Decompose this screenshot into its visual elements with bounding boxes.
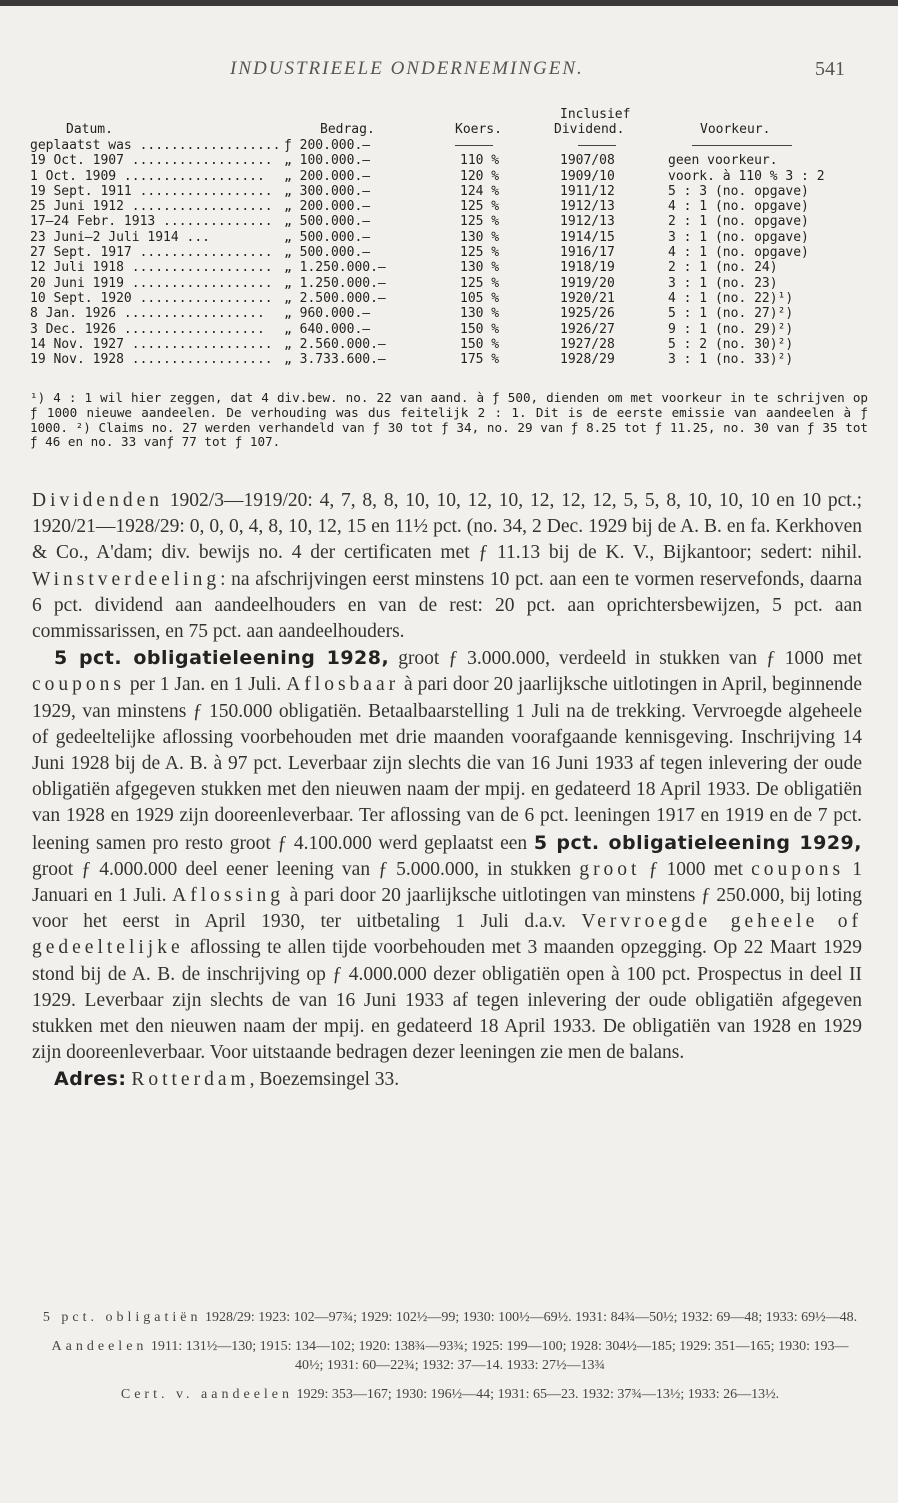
- row-voorkeur: 9 : 1 (no. 29)²): [668, 321, 794, 337]
- row-koers: 120 %: [460, 168, 500, 184]
- text-run: groot ƒ 3.000.000, verdeeld in stukken van ƒ 1000 met: [389, 648, 862, 670]
- table-row: [30, 306, 870, 321]
- spaced-run: Vervroegde geheele of gedeeltelijke: [32, 911, 862, 959]
- row-koers: 125 %: [460, 214, 500, 230]
- table-row: [30, 184, 870, 199]
- text-run: groot ƒ 4.000.000 deel eener leening van ƒ 5.000.000, in stukken: [32, 858, 580, 880]
- header-voorkeur: Voorkeur.: [700, 122, 771, 137]
- row-dividend: 1911/12: [560, 183, 615, 199]
- table-row: [30, 352, 870, 367]
- address-label: Adres:: [54, 1068, 127, 1091]
- row-voorkeur: 2 : 1 (no. 24): [668, 260, 778, 276]
- text-run: 1 Januari en 1 Juli.: [32, 858, 862, 907]
- quote-certificaten: [40, 1385, 860, 1404]
- row-voorkeur: 3 : 1 (no. opgave): [668, 229, 809, 245]
- page-top-edge: [0, 0, 898, 6]
- row-amount: „ 100.000.—: [284, 153, 371, 169]
- row-date: 8 Jan. 1926 ..................: [30, 306, 265, 322]
- row-dividend: 1928/29: [560, 352, 615, 368]
- obligation-1928-heading: 5 pct. obligatieleening 1928,: [54, 647, 390, 670]
- table-header: [30, 92, 870, 138]
- page-header: [0, 58, 898, 88]
- row-koers: 130 %: [460, 306, 500, 322]
- winstverdeeling-text: : na afschrijvingen eerst minstens 10 pct. aan een te vormen reservefonds, daarna 6 pct. dividend aan aandeelhouders en van de rest: 20 pct. aan oprichtersbewijzen, 5 pct. aan commissarissen, en 75 pct. aan aandeelhouders.: [32, 568, 862, 643]
- row-date: 25 Juni 1912 ..................: [30, 199, 273, 215]
- quote-label: Cert. v. aandeelen: [120, 1387, 294, 1402]
- quote-text: 1928/29: 1923: 102—97¾; 1929: 102½—99; 1930: 100½—69½. 1931: 84¾—50½; 1932: 69—48; 1933: 69½—48.: [201, 1310, 858, 1325]
- running-title: INDUSTRIEELE ONDERNEMINGEN.: [230, 58, 584, 79]
- table-row: [30, 199, 870, 214]
- row-date: 23 Juni—2 Juli 1914 ...: [30, 229, 211, 245]
- table-row: [30, 138, 870, 153]
- page-number: 541: [815, 58, 845, 80]
- text-run: à pari door 20 jaarlijksche uitlotingen van minstens ƒ 250.000, bij loting voor het eerst in April 1930, ter uitbetaling 1 Juli d.a.v.: [32, 885, 862, 933]
- header-inclusief: Inclusief: [560, 107, 631, 122]
- quote-text: 1929: 353—167; 1930: 196½—44; 1931: 65—23. 1932: 37¾—13½; 1933: 26—13½.: [293, 1387, 780, 1402]
- row-date: 27 Sept. 1917 .................: [30, 245, 273, 261]
- row-koers: 125 %: [460, 199, 500, 215]
- quote-obligaties: [40, 1308, 860, 1327]
- address-street: , Boezemsingel 33.: [249, 1069, 400, 1091]
- row-date: geplaatst was ..................: [30, 138, 281, 153]
- row-date: 19 Oct. 1907 ..................: [30, 153, 273, 169]
- header-koers: Koers.: [455, 122, 502, 137]
- row-koers: 150 %: [460, 321, 500, 337]
- row-voorkeur: 3 : 1 (no. 23): [668, 275, 778, 291]
- row-voorkeur: voork. à 110 % 3 : 2: [668, 168, 825, 184]
- row-koers: 150 %: [460, 336, 500, 352]
- table-row: [30, 322, 870, 337]
- row-voorkeur: 4 : 1 (no. 22)¹): [668, 290, 794, 306]
- row-dividend: 1914/15: [560, 229, 615, 245]
- header-bedrag: Bedrag.: [320, 122, 375, 137]
- address-city: Rotterdam: [131, 1069, 250, 1091]
- address-line: [32, 1066, 862, 1093]
- main-text: [32, 488, 862, 1094]
- row-koers: 175 %: [460, 352, 500, 368]
- row-dividend: 1927/28: [560, 336, 615, 352]
- row-amount: „ 960.000.—: [284, 306, 371, 322]
- row-dividend: 1909/10: [560, 168, 615, 184]
- row-dividend: 1926/27: [560, 321, 615, 337]
- row-amount: „ 300.000.—: [284, 183, 371, 199]
- row-amount: „ 2.500.000.—: [284, 290, 386, 306]
- row-koers: 110 %: [460, 153, 500, 169]
- row-koers: 105 %: [460, 290, 500, 306]
- spaced-run: Aflosbaar: [286, 674, 400, 696]
- row-dividend: 1919/20: [560, 275, 615, 291]
- dividenden-text: 1902/3—1919/20: 4, 7, 8, 8, 10, 10, 12, 10, 12, 12, 12, 5, 5, 8, 10, 10, 10 en 10 pct.; 1920/21—1928/29: 0, 0, 0, 4, 8, 10, 12, 15 en 11½ pct. (no. 34, 2 Dec. 1929 bij de A. B. en fa. Kerkhoven & Co., A'dam; div. bewijs no. 4 der certificaten met ƒ 11.13 bij de K. V., Bijkantoor; sedert: nihil.: [32, 490, 862, 564]
- row-dividend: 1912/13: [560, 199, 615, 215]
- row-voorkeur: 5 : 3 (no. opgave): [668, 183, 809, 199]
- row-koers: 130 %: [460, 229, 500, 245]
- row-dividend: 1920/21: [560, 290, 615, 306]
- text-run: à pari door 20 jaarlijksche uitlotingen in April, beginnende 1929, van minstens ƒ 150.000 obligatiën. Betaalbaarstelling 1 Juli na de trekking. Vervroegde algeheele of gedeeltelijke aflossing voorbehouden met drie maanden voorafgaande kennisgeving. Inschrijving 14 Juni 1928 bij de A. B. à 97 pct. Leverbaar zijn slechts die van 16 Juni 1933 af tegen inlevering der oude obligatiën afgegeven stukken met den nieuwen naam der mpij. en gedateerd 18 April 1933. De obligatiën van 1928 en 1929 zijn dooreenleverbaar. Ter aflossing van de 6 pct. leeningen 1917 en 1919 en de 7 pct. leening samen pro resto groot ƒ 4.100.000 werd geplaatst een: [32, 674, 863, 854]
- row-voorkeur: 5 : 2 (no. 30)²): [668, 336, 794, 352]
- table-body: [30, 153, 870, 367]
- row-amount: „ 500.000.—: [284, 229, 371, 245]
- price-quotes: [40, 1308, 860, 1414]
- row-koers: 125 %: [460, 275, 500, 291]
- dividend-paragraph: [32, 488, 862, 645]
- row-date: 20 Juni 1919 ..................: [30, 275, 273, 291]
- quote-label: Aandeelen: [51, 1339, 148, 1354]
- row-dividend: 1918/19: [560, 260, 615, 276]
- row-dividend: 1912/13: [560, 214, 615, 230]
- row-date: 10 Sept. 1920 .................: [30, 290, 273, 306]
- row-amount: „ 500.000.—: [284, 245, 371, 261]
- text-run: per 1 Jan. en 1 Juli.: [125, 674, 287, 696]
- row-date: 14 Nov. 1927 ..................: [30, 336, 273, 352]
- header-datum: Datum.: [66, 122, 113, 137]
- row-amount: „ 3.733.600.—: [284, 352, 386, 368]
- table-row: [30, 153, 870, 168]
- row-voorkeur: 3 : 1 (no. 33)²): [668, 352, 794, 368]
- dividenden-label: Dividenden: [32, 490, 163, 511]
- issue-table: [30, 92, 870, 367]
- text-run: aflossing te allen tijde voorbehouden met 3 maanden opzegging. Op 22 Maart 1929 stond bij de A. B. de inschrijving op ƒ 4.000.000 dezer obligatiën open à 100 pct. Prospectus in deel II 1929. Leverbaar zijn slechts de van 16 Juni 1933 af tegen inlevering der oude obligatiën afgegeven stukken met den nieuwen naam der mpij. en gedateerd 18 April 1933. De obligatiën van 1928 en 1929 zijn dooreenleverbaar. Voor uitstaande bedragen dezer leeningen zie men de balans.: [32, 937, 862, 1064]
- row-amount: „ 200.000.—: [284, 168, 371, 184]
- row-date: 19 Nov. 1928 ..................: [30, 352, 273, 368]
- text-run: ƒ 1000 met: [640, 858, 752, 880]
- spaced-run: coupons: [751, 858, 845, 880]
- row-amount: „ 1.250.000.—: [284, 275, 386, 291]
- row-voorkeur: 4 : 1 (no. opgave): [668, 245, 809, 261]
- quote-text: 1911: 131½—130; 1915: 134—102; 1920: 138¾—93¾; 1925: 199—100; 1928: 304½—185; 1929: 351—165; 1930: 193—40½; 1931: 60—22¾; 1932: 37—14. 1933: 27½—13¾: [147, 1339, 849, 1373]
- table-row: [30, 169, 870, 184]
- header-dividend: Dividend.: [554, 122, 625, 137]
- winstverdeeling-label: Winstverdeeling: [32, 568, 221, 590]
- row-amount: „ 2.560.000.—: [284, 336, 386, 352]
- row-date: 3 Dec. 1926 ..................: [30, 321, 265, 337]
- row-voorkeur: 2 : 1 (no. opgave): [668, 214, 809, 230]
- row-koers: 130 %: [460, 260, 500, 276]
- row-dividend: 1916/17: [560, 245, 615, 261]
- row-date: 19 Sept. 1911 .................: [30, 183, 273, 199]
- row-amount: „ 500.000.—: [284, 214, 371, 230]
- row-date: 1 Oct. 1909 ..................: [30, 168, 265, 184]
- row-amount: „ 1.250.000.—: [284, 260, 386, 276]
- row-date: 17—24 Febr. 1913 ..............: [30, 214, 273, 230]
- quote-aandeelen: [40, 1337, 860, 1375]
- spaced-run: coupons: [32, 674, 125, 696]
- table-row: [30, 276, 870, 291]
- table-row: [30, 230, 870, 245]
- obligation-paragraph: [32, 645, 862, 1066]
- obligation-1929-heading: 5 pct. obligatieleening 1929,: [533, 831, 862, 854]
- row-koers: 125 %: [460, 245, 500, 261]
- table-footnote: ¹) 4 : 1 wil hier zeggen, dat 4 div.bew. no. 22 van aand. à ƒ 500, dienden om met voorkeur in te schrijven op ƒ 1000 nieuwe aandeelen. De verhouding was dus feitelijk 2 : 1. Dit is de eerste emissie van aandeelen à ƒ 1000. ²) Claims no. 27 werden verhandeld van ƒ 30 tot ƒ 34, no. 29 van ƒ 8.25 tot ƒ 11.25, no. 30 van ƒ 35 tot ƒ 46 en no. 33 vanƒ 77 tot ƒ 107.: [30, 390, 868, 450]
- table-row: [30, 260, 870, 275]
- row-amount: ƒ 200.000.—: [284, 138, 371, 153]
- row-voorkeur: 5 : 1 (no. 27)²): [668, 306, 794, 322]
- quote-label: 5 pct. obligatiën: [42, 1310, 202, 1325]
- row-dividend: 1925/26: [560, 306, 615, 322]
- table-row: [30, 291, 870, 306]
- spaced-run: groot: [579, 858, 641, 880]
- table-row: [30, 337, 870, 352]
- row-koers: 124 %: [460, 183, 500, 199]
- row-voorkeur: geen voorkeur.: [668, 153, 778, 169]
- table-row: [30, 214, 870, 229]
- row-amount: „ 640.000.—: [284, 321, 371, 337]
- row-date: 12 Juli 1918 ..................: [30, 260, 273, 276]
- row-voorkeur: 4 : 1 (no. opgave): [668, 199, 809, 215]
- table-row: [30, 245, 870, 260]
- spaced-run: Aflossing: [172, 885, 284, 907]
- row-dividend: 1907/08: [560, 153, 615, 169]
- row-amount: „ 200.000.—: [284, 199, 371, 215]
